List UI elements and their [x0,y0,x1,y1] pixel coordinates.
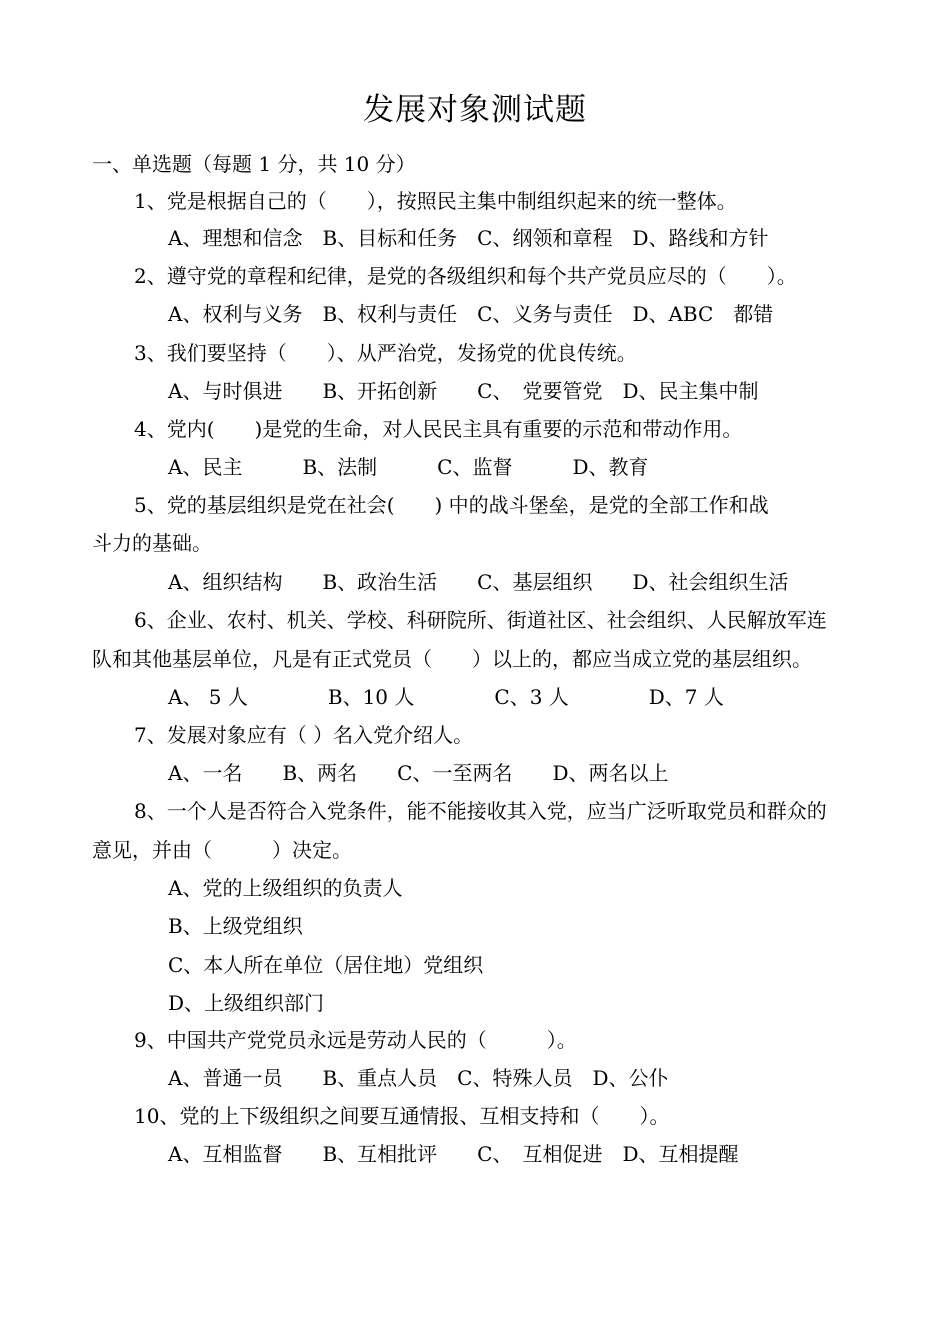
question-3: 3、我们要坚持（ ）、从严治党，发扬党的优良传统。 [134,341,637,365]
question-10: 10、党的上下级组织之间要互通情报、互相支持和（ ）。 [134,1104,670,1128]
question-9: 9、中国共产党党员永远是劳动人民的（ ）。 [134,1028,577,1052]
question-2: 2、遵守党的章程和纪律，是党的各级组织和每个共产党员应尽的（ ）。 [134,264,797,288]
document-title: 发展对象测试题 [363,92,587,128]
question-5: 5、党的基层组织是党在社会( ) 中的战斗堡垒，是党的全部工作和战 [134,493,769,517]
question-6-options: A、 5 人 B、10 人 C、3 人 D、7 人 [168,685,724,709]
question-6-continuation: 队和其他基层单位，凡是有正式党员（ ）以上的，都应当成立党的基层组织。 [92,647,812,671]
question-5-continuation: 斗力的基础。 [92,531,212,555]
question-8-option-d: D、上级组织部门 [168,991,325,1015]
section-title: 一、单选题（每题 1 分，共 10 分） [92,152,416,176]
question-6: 6、企业、农村、机关、学校、科研院所、街道社区、社会组织、人民解放军连 [134,608,827,632]
question-1-options: A、理想和信念 B、目标和任务 C、纲领和章程 D、路线和方针 [168,226,769,250]
question-8-continuation: 意见，并由（ ）决定。 [92,838,352,862]
question-4: 4、党内( )是党的生命，对人民民主具有重要的示范和带动作用。 [134,417,743,441]
question-10-options: A、互相监督 B、互相批评 C、 互相促进 D、互相提醒 [168,1142,739,1166]
question-1: 1、党是根据自己的（ ），按照民主集中制组织起来的统一整体。 [134,189,737,213]
question-7-options: A、一名 B、两名 C、一至两名 D、两名以上 [168,761,669,785]
question-4-options: A、民主 B、法制 C、监督 D、教育 [168,455,649,479]
question-5-options: A、组织结构 B、政治生活 C、基层组织 D、社会组织生活 [168,570,789,594]
question-8: 8、一个人是否符合入党条件，能不能接收其入党，应当广泛听取党员和群众的 [134,799,827,823]
question-2-options: A、权利与义务 B、权利与责任 C、义务与责任 D、ABC 都错 [168,302,774,326]
question-7: 7、发展对象应有（ ）名入党介绍人。 [134,723,474,747]
question-3-options: A、与时俱进 B、开拓创新 C、 党要管党 D、民主集中制 [168,379,759,403]
question-9-options: A、普通一员 B、重点人员 C、特殊人员 D、公仆 [168,1066,669,1090]
question-8-option-c: C、本人所在单位（居住地）党组织 [168,953,484,977]
question-8-option-b: B、上级党组织 [168,914,303,938]
question-8-option-a: A、党的上级组织的负责人 [168,876,403,900]
